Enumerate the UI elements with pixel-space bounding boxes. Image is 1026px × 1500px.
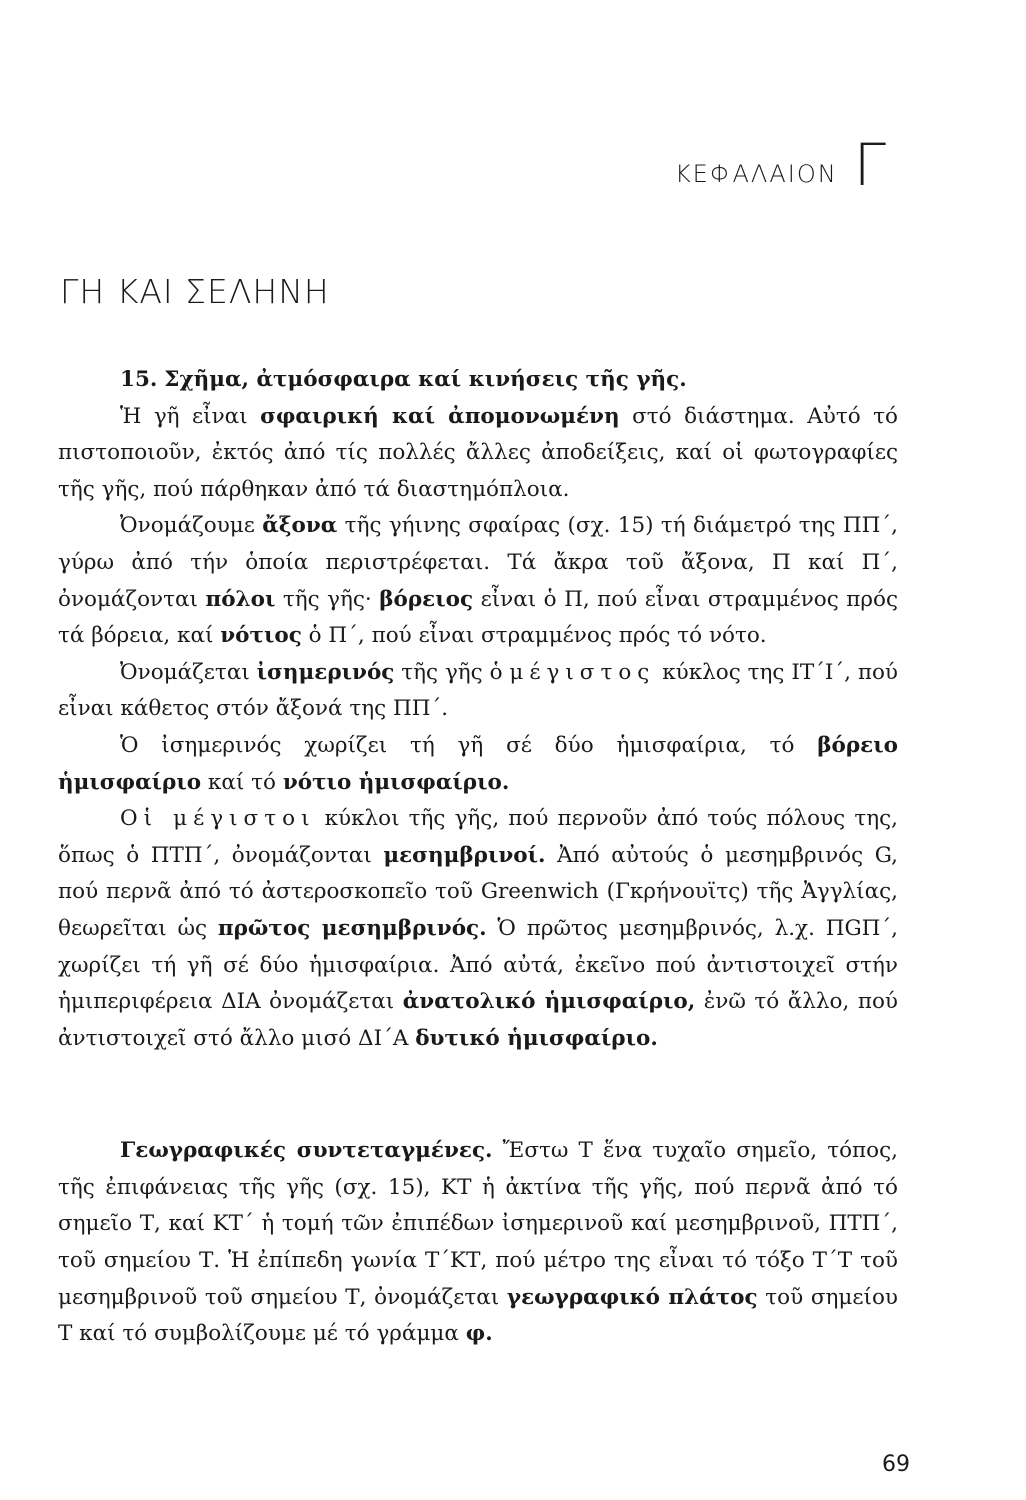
- term: φ.: [465, 1321, 493, 1347]
- subsection-heading: [58, 362, 898, 399]
- paragraph-3: [58, 655, 898, 728]
- paragraph-1: [58, 399, 898, 509]
- paragraph-4: [58, 728, 898, 801]
- text: Ὁ ἰσημερινός χωρίζει τή γῆ σέ δύο ἡμισφαίρια, τό: [120, 732, 818, 758]
- text: τῆς γῆς ὁ: [394, 659, 510, 685]
- page-number: 69: [882, 1452, 910, 1477]
- chapter-heading: [674, 131, 886, 199]
- text: ἐνῶ τό ἄλλο, πού ἀντιστοιχεῖ στό ἄλλο μισό ΔΙ΄Α: [58, 989, 898, 1051]
- text: Ὀνομάζουμε: [120, 513, 263, 539]
- subsection-title: Σχῆμα, ἀτμόσφαιρα καί κινήσεις τῆς γῆς.: [164, 367, 687, 392]
- spaced-text: Οἱ μέγιστοι: [120, 806, 316, 832]
- subsection-number: 15.: [120, 367, 158, 392]
- section-title: ΓΗ ΚΑΙ ΣΕΛΗΝΗ: [60, 272, 330, 311]
- term: Γεωγραφικές συντεταγμένες.: [120, 1138, 493, 1164]
- text: κύκλος της ΙΤ΄Ι΄, πού εἶναι κάθετος στόν ἄξονά της ΠΠ΄.: [58, 659, 899, 722]
- text: Ὁ πρῶτος μεσημβρινός, λ.χ. ΠGΠ΄, χωρίζει τή γῆ σέ δύο ἡμισφαίρια. Ἀπό αὐτά, ἐκεῖνο πού ἀντιστοιχεῖ στήν ἡμιπεριφέρεια ΔΙΑ ὀνομάζεται: [58, 915, 898, 1015]
- text: τοῦ σημείου Τ καί τό συμβολίζουμε μέ τό γράμμα: [58, 1284, 898, 1347]
- page-body: [58, 362, 898, 1353]
- term: πρῶτος μεσημβρινός.: [217, 915, 487, 941]
- term: βόρειο ἡμισφαίριο: [58, 732, 898, 795]
- paragraph-6: [58, 1133, 898, 1353]
- text: στό διάστημα. Αὐτό τό πιστοποιοῦν, ἐκτός ἀπό τίς πολλές ἄλλες ἀποδείξεις, καί οἱ φωτογραφίες τῆς γῆς, πού πάρθηκαν ἀπό τά διαστημόπλοια.: [58, 403, 898, 502]
- paragraph-2: [58, 508, 898, 654]
- spaced-text: μέγιστος: [509, 659, 656, 685]
- text: εἶναι ὁ Π, πού εἶναι στραμμένος πρός τά βόρεια, καί: [58, 586, 898, 649]
- chapter-letter: Γ: [853, 131, 886, 199]
- term: ἄξονα: [262, 513, 338, 539]
- term: ἀνατολικό ἡμισφαίριο,: [402, 989, 696, 1015]
- term: γεωγραφικό πλάτος: [506, 1284, 758, 1310]
- text: τῆς γήινης σφαίρας (σχ. 15) τή διάμετρό της ΠΠ΄, γύρω ἀπό τήν ὁποία περιστρέφεται. Τά ἄκρα τοῦ ἄξονα, Π καί Π΄, ὀνομάζονται: [58, 513, 899, 612]
- text: τῆς γῆς·: [275, 586, 380, 612]
- text: Ἀπό αὐτούς ὁ μεσημβρινός G, πού περνᾶ ἀπό τό ἀστεροσκοπεῖο τοῦ Greenwich (Γκρήνουϊτς) τῆς Ἀγγλίας, θεωρεῖται ὡς: [58, 842, 899, 941]
- term: μεσημβρινοί.: [383, 842, 546, 868]
- term: δυτικό ἡμισφαίριο.: [415, 1025, 658, 1051]
- text: Ὀνομάζεται: [120, 659, 257, 685]
- term: σφαιρική καί ἀπομονωμένη: [260, 403, 620, 429]
- text: Ἡ γῆ εἶναι: [120, 403, 261, 429]
- text: Ἔστω Τ ἕνα τυχαῖο σημεῖο, τόπος, τῆς ἐπιφάνειας τῆς γῆς (σχ. 15), ΚΤ ἡ ἀκτίνα τῆς γῆς, πού περνᾶ ἀπό τό σημεῖο Τ, καί ΚΤ΄ ἡ τομή τῶν ἐπιπέδων ἰσημερινοῦ καί μεσημβρινοῦ, ΠΤΠ΄, τοῦ σημείου Τ. Ἡ ἐπίπεδη γωνία Τ΄ΚΤ, πού μέτρο της εἶναι τό τόξο Τ΄Τ τοῦ μεσημβρινοῦ τοῦ σημείου Τ, ὀνομάζεται: [58, 1138, 898, 1310]
- term: πόλοι: [205, 586, 276, 612]
- paragraph-gap: [58, 1057, 898, 1133]
- term: νότιο ἡμισφαίριο.: [282, 769, 510, 795]
- text: ὁ Π΄, πού εἶναι στραμμένος πρός τό νότο.: [301, 623, 767, 649]
- term: νότιος: [220, 623, 302, 649]
- term: ἰσημερινός: [256, 659, 395, 685]
- paragraph-5: [58, 801, 898, 1057]
- term: βόρειος: [379, 586, 474, 612]
- chapter-label: ΚΕΦΑΛΑΙΟΝ: [674, 160, 838, 188]
- text: κύκλοι τῆς γῆς, πού περνοῦν ἀπό τούς πόλους της, ὅπως ὁ ΠΤΠ΄, ὀνομάζονται: [58, 806, 898, 868]
- text: καί τό: [201, 769, 283, 795]
